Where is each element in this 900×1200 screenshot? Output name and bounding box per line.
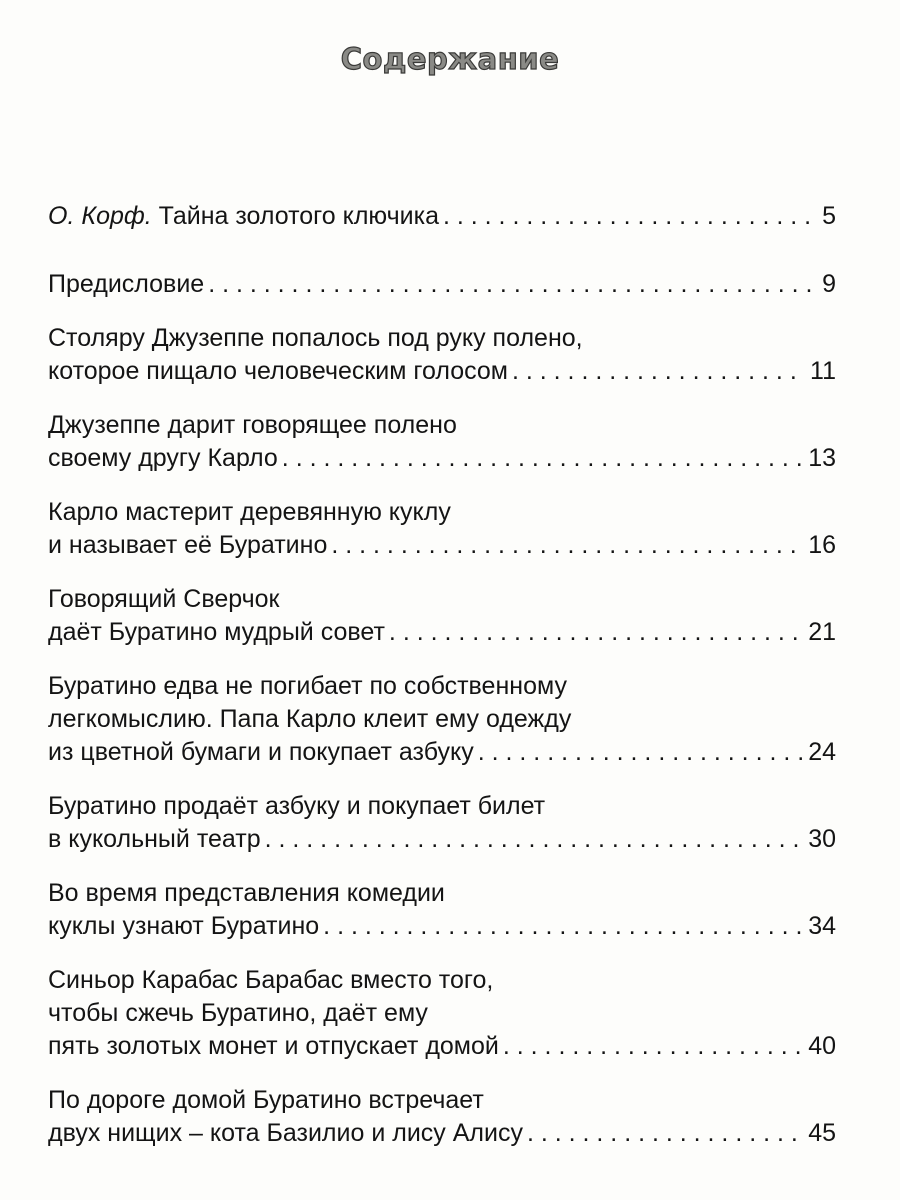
- toc-page-number: 16: [808, 531, 836, 559]
- toc-entry-title: и называет её Буратино: [48, 531, 328, 559]
- dot-leader: [208, 268, 816, 301]
- toc-entry-title: Предисловие: [48, 270, 205, 298]
- toc-entry-line: [48, 823, 836, 856]
- toc-entry-title: легкомыслию. Папа Карло клеит ему одежду: [48, 705, 572, 733]
- table-of-contents: [48, 200, 836, 1171]
- toc-page-number: 24: [808, 738, 836, 766]
- toc-entry-line: [48, 877, 836, 910]
- toc-entry-line: [48, 583, 836, 616]
- toc-entry-line: [48, 964, 836, 997]
- toc-entry-title: Буратино едва не погибает по собственному: [48, 672, 567, 700]
- toc-entry-line: [48, 355, 836, 388]
- dot-leader: [282, 442, 802, 475]
- toc-page-number: 9: [822, 270, 836, 298]
- toc-entry: [48, 200, 836, 233]
- toc-entry-title: Карло мастерит деревянную куклу: [48, 498, 451, 526]
- toc-entry-line: [48, 670, 836, 703]
- toc-entry-line: [48, 268, 836, 301]
- toc-page-number: 11: [810, 357, 836, 385]
- dot-leader: [389, 616, 802, 649]
- toc-entry-title: куклы узнают Буратино: [48, 912, 320, 940]
- dot-leader: [265, 823, 803, 856]
- toc-page-number: 45: [808, 1119, 836, 1147]
- toc-entry-title: в кукольный театр: [48, 825, 261, 853]
- toc-entry: [48, 322, 836, 388]
- toc-entry-title: даёт Буратино мудрый совет: [48, 618, 385, 646]
- toc-entry-title: двух нищих – кота Базилио и лису Алису: [48, 1119, 523, 1147]
- toc-entry-line: [48, 1117, 836, 1150]
- dot-leader: [527, 1117, 802, 1150]
- toc-entry: [48, 790, 836, 856]
- toc-entry: [48, 268, 836, 301]
- toc-entry: [48, 877, 836, 943]
- toc-entry-line: [48, 442, 836, 475]
- toc-entry-line: [48, 1030, 836, 1063]
- toc-entry-title: Синьор Карабас Барабас вместо того,: [48, 966, 494, 994]
- dot-leader: [478, 736, 802, 769]
- toc-entry-line: [48, 409, 836, 442]
- toc-entry-title: Во время представления комедии: [48, 879, 445, 907]
- toc-entry-title: которое пищало человеческим голосом: [48, 357, 508, 385]
- dot-leader: [503, 1030, 802, 1063]
- toc-entry-title: Буратино продаёт азбуку и покупает билет: [48, 792, 546, 820]
- toc-entry-line: [48, 910, 836, 943]
- toc-page-number: 40: [808, 1032, 836, 1060]
- toc-entry-title: пять золотых монет и отпускает домой: [48, 1032, 499, 1060]
- toc-entry-title: Тайна золотого ключика: [158, 202, 439, 230]
- toc-entry: [48, 583, 836, 649]
- toc-entry-title: Джузеппе дарит говорящее полено: [48, 411, 457, 439]
- toc-entry-title: своему другу Карло: [48, 444, 278, 472]
- dot-leader: [331, 529, 802, 562]
- toc-entry-title: Столяру Джузеппе попалось под руку полено,: [48, 324, 583, 352]
- toc-page-number: 34: [808, 912, 836, 940]
- toc-entry-line: [48, 529, 836, 562]
- toc-entry: [48, 670, 836, 769]
- toc-entry: [48, 1084, 836, 1150]
- page-title: Содержание: [340, 42, 560, 76]
- toc-entry: [48, 496, 836, 562]
- toc-entry-title: Говорящий Сверчок: [48, 585, 280, 613]
- toc-entry-title: По дороге домой Буратино встречает: [48, 1086, 484, 1114]
- toc-entry: [48, 964, 836, 1063]
- toc-page-number: 21: [808, 618, 836, 646]
- toc-entry-line: [48, 200, 836, 233]
- toc-entry-line: [48, 736, 836, 769]
- toc-entry-line: [48, 616, 836, 649]
- toc-entry-title: из цветной бумаги и покупает азбуку: [48, 738, 474, 766]
- toc-entry-title: чтобы сжечь Буратино, даёт ему: [48, 999, 428, 1027]
- toc-entry-author: О. Корф.: [48, 202, 152, 230]
- toc-entry-line: [48, 703, 836, 736]
- dot-leader: [443, 200, 816, 233]
- toc-entry-line: [48, 496, 836, 529]
- toc-page-number: 13: [808, 444, 836, 472]
- toc-entry-line: [48, 997, 836, 1030]
- dot-leader: [323, 910, 802, 943]
- toc-page-number: 30: [808, 825, 836, 853]
- dot-leader: [512, 355, 804, 388]
- toc-entry-line: [48, 790, 836, 823]
- toc-entry: [48, 409, 836, 475]
- toc-entry-line: [48, 322, 836, 355]
- toc-entry-line: [48, 1084, 836, 1117]
- toc-page-number: 5: [822, 202, 836, 230]
